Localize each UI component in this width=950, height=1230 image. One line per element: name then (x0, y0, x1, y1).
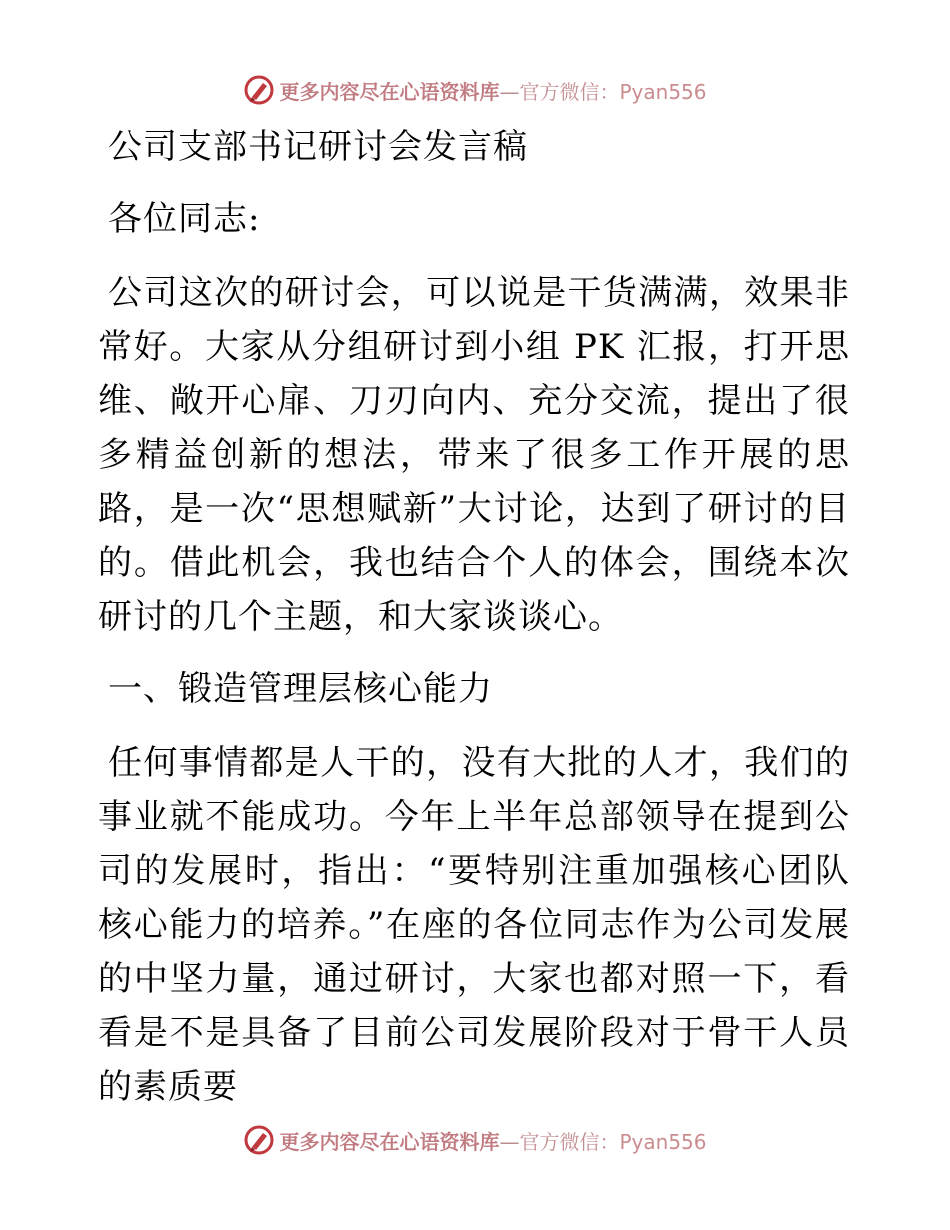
header-watermark-banner (0, 70, 950, 110)
banner-wechat-id: Pyan556 (619, 79, 707, 104)
banner-wechat-id: Pyan556 (619, 1129, 707, 1154)
document-body (98, 122, 850, 1134)
red-pen-logo-icon (243, 1124, 275, 1156)
banner-separator: — (499, 1129, 520, 1154)
footer-watermark-banner (0, 1120, 950, 1160)
salutation: 各位同志: (108, 199, 261, 239)
red-pen-logo-icon (243, 74, 275, 106)
banner-text (279, 76, 706, 105)
paragraph-2: 任何事情都是人干的，没有大批的人才，我们的事业就不能成功。今年上半年总部领导在提到公司的发展时，指出：“要特别注重加强核心团队核心能力的培养。”在座的各位同志作为公司发展的中坚力量，通过研讨，大家也都对照一下，看看是不是具备了目前公司发展阶段对于骨干人员的素质要 (98, 743, 850, 1107)
paragraph-1: 公司这次的研讨会，可以说是干货满满，效果非常好。大家从分组研讨到小组 PK 汇报，打开思维、敞开心扉、刀刃向内、充分交流，提出了很多精益创新的想法，带来了很多工作开展的思路，是一次“思想赋新”大讨论，达到了研讨的目的。借此机会，我也结合个人的体会，围绕本次研讨的几个主题，和大家谈谈心。 (98, 273, 850, 637)
banner-text (279, 1126, 706, 1155)
document-title: 公司支部书记研讨会发言稿 (108, 127, 528, 167)
banner-main-text: 更多内容尽在心语资料库 (279, 1129, 500, 1154)
banner-separator: — (499, 79, 520, 104)
banner-wechat-label: 官方微信： (519, 1129, 620, 1154)
section-1-heading: 一、锻造管理层核心能力 (108, 669, 493, 709)
banner-main-text: 更多内容尽在心语资料库 (279, 79, 500, 104)
banner-wechat-label: 官方微信： (519, 79, 620, 104)
